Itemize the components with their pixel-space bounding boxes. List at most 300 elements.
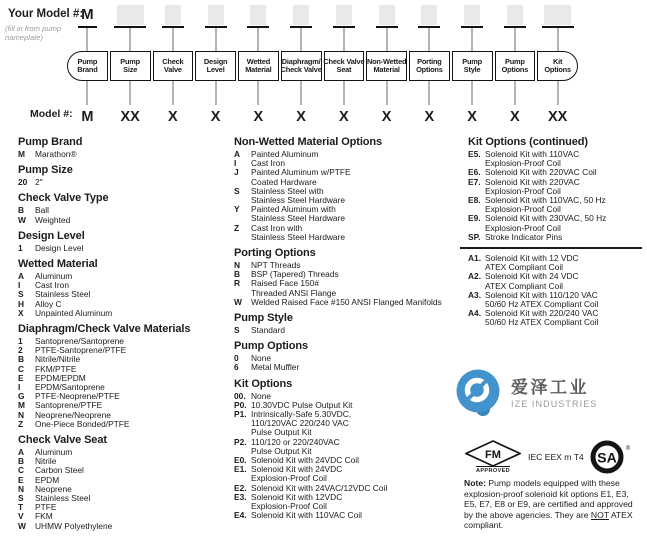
model-code-placeholder: XX — [120, 109, 140, 125]
option-row — [234, 438, 460, 456]
model-field-column-1 — [67, 3, 108, 127]
column-header-text: Kit — [552, 56, 563, 66]
fm-approved-label: APPROVED — [475, 467, 511, 474]
column-header-text: Check — [162, 56, 184, 66]
fill-in-note-line1: (fill in from pump — [5, 24, 62, 33]
option-code: N — [234, 260, 241, 271]
option-code: S — [18, 289, 24, 300]
option-code: H — [18, 298, 25, 309]
option-description — [485, 196, 644, 214]
option-row — [234, 511, 460, 520]
option-description — [485, 309, 644, 327]
option-line: Ball — [35, 205, 49, 216]
note-body-2: ATEX compliant. — [464, 509, 633, 531]
option-row — [234, 493, 460, 511]
connector-line — [257, 81, 259, 105]
model-code-placeholder: X — [210, 109, 221, 125]
option-row — [468, 233, 644, 242]
blank-fill-box — [507, 5, 523, 25]
option-line: Cast Iron with — [251, 222, 303, 233]
option-line: Threaded ANSI Flange — [251, 287, 337, 298]
option-line: Nitrile — [35, 456, 57, 467]
option-description — [251, 465, 460, 483]
option-line: Solenoid Kit with 110VAC Coil — [251, 510, 362, 521]
option-code: M — [18, 149, 25, 159]
model-code-placeholder: XX — [547, 109, 568, 125]
connector-line — [215, 81, 217, 105]
option-line: Unpainted Aluminum — [35, 307, 113, 318]
option-code: A — [18, 447, 25, 458]
model-fill-slot — [452, 3, 493, 28]
option-description — [251, 205, 460, 223]
option-code: N — [18, 483, 25, 494]
option-line: PTFE — [35, 502, 57, 513]
option-line: One-Piece Bonded/PTFE — [35, 418, 130, 429]
option-line: Alloy C — [35, 298, 62, 309]
option-code: I — [234, 158, 237, 169]
option-row — [18, 216, 230, 225]
connector-line — [386, 28, 388, 51]
column-header-text: Options — [501, 65, 529, 74]
option-description — [485, 150, 644, 168]
option-line: 10.30VDC Pulse Output Kit — [251, 399, 353, 410]
option-code: 20 — [18, 177, 28, 188]
section-title: Kit Options — [234, 377, 293, 390]
option-line: Painted Aluminum — [251, 149, 319, 159]
option-code: E5. — [468, 149, 481, 159]
option-description — [35, 290, 230, 299]
option-line: Carbon Steel — [35, 465, 84, 476]
connector-line — [343, 28, 345, 51]
blank-fill-box — [544, 5, 571, 25]
option-description — [35, 466, 230, 475]
option-line: Stainless Steel — [35, 289, 91, 300]
section-divider — [460, 247, 642, 249]
option-code: B — [234, 269, 241, 280]
option-line: Solenoid Kit with 12 VDC — [485, 253, 579, 264]
option-row — [468, 214, 644, 232]
option-line: Cast Iron — [35, 280, 69, 291]
option-code: 0 — [234, 353, 239, 364]
option-code: S — [234, 185, 240, 196]
option-description — [35, 494, 230, 503]
ize-logo-text — [511, 378, 597, 409]
option-code: A4. — [468, 308, 482, 319]
option-line: Solenoid Kit with 12VDC — [251, 491, 343, 502]
option-row — [18, 178, 230, 187]
option-line: Coated Hardware — [251, 176, 317, 187]
column-header-text: Diaphragm/ — [281, 56, 321, 66]
model-field-column-9 — [409, 3, 450, 127]
csa-mark — [590, 438, 630, 476]
blank-fill-box — [379, 5, 395, 25]
fm-approved-mark — [464, 440, 522, 474]
option-description — [35, 420, 230, 429]
option-row — [234, 168, 460, 186]
column-header-text: Pump — [77, 56, 98, 66]
option-row — [18, 420, 230, 429]
option-code: C — [18, 465, 25, 476]
option-row — [468, 178, 644, 196]
option-line: None — [251, 390, 272, 401]
options-column-middle — [234, 136, 460, 521]
option-line: Stainless Steel Hardware — [251, 213, 346, 224]
model-field-column-11 — [495, 3, 536, 127]
option-line: BSP (Tapered) Threads — [251, 269, 339, 280]
model-field-column-12 — [537, 3, 578, 127]
model-fill-slot — [495, 3, 536, 28]
column-header-cell — [110, 51, 151, 81]
option-code: E6. — [468, 167, 481, 178]
note-lead: Note: — [464, 478, 486, 488]
model-code-placeholder: X — [510, 109, 520, 125]
column-header-text: Level — [206, 65, 225, 74]
model-code-placeholder: X — [381, 109, 392, 125]
section-title: Design Level — [18, 229, 85, 242]
option-line: PTFE-Neoprene/PTFE — [35, 391, 120, 402]
model-fill-slot — [537, 3, 578, 28]
option-code: B — [18, 456, 25, 467]
option-description — [251, 326, 460, 335]
option-code: Z — [18, 418, 24, 429]
option-code: E — [18, 372, 24, 383]
column-header-text: Porting — [417, 56, 442, 66]
connector-line — [471, 28, 473, 51]
model-field-column-6 — [281, 3, 322, 127]
option-line: Cast Iron — [251, 158, 285, 169]
option-line: 110/120VAC 220/240 VAC — [251, 418, 349, 429]
option-line: Solenoid Kit with 24VAC/12VDC Coil — [251, 482, 388, 493]
option-line: 50/60 Hz ATEX Compliant Coil — [485, 299, 599, 310]
option-line: Solenoid Kit with 110VAC — [485, 149, 580, 159]
column-header-text: Options — [416, 65, 443, 74]
option-line: Stainless Steel — [35, 493, 91, 504]
option-line: Intrinsically-Safe 5.30VDC, — [251, 409, 352, 420]
option-line: Santoprene/Santoprene — [35, 336, 124, 347]
option-line: Painted Aluminum with — [251, 204, 336, 215]
option-description — [251, 279, 460, 297]
option-line: Solenoid Kit with 24 VDC — [485, 271, 579, 282]
prefilled-model-letter: M — [81, 6, 94, 23]
blank-fill-box — [250, 5, 266, 25]
option-line: 50/60 Hz ATEX Compliant Coil — [485, 317, 599, 328]
column-header-text: Valve — [163, 65, 182, 74]
option-code: 1 — [18, 336, 23, 347]
option-description — [35, 150, 230, 159]
section-title: Porting Options — [234, 247, 316, 260]
option-row — [234, 298, 460, 307]
option-description — [251, 493, 460, 511]
model-field-column-3 — [153, 3, 194, 127]
option-row — [18, 522, 230, 531]
option-code: I — [18, 280, 21, 291]
option-line: Aluminum — [35, 447, 73, 458]
option-line: Explosion-Proof Coil — [251, 501, 327, 512]
certification-note — [464, 478, 643, 531]
connector-line — [557, 81, 559, 105]
blank-fill-box — [464, 5, 480, 25]
note-body-1: Pump models equipped with these explosion-proof solenoid kit options E1, E3, E5, E7, E8 or E9, are certified and approved by the above agencies. They are — [464, 478, 633, 520]
option-code: W — [234, 296, 242, 307]
option-code: R — [234, 278, 241, 289]
option-line: Solenoid Kit with 220VAC — [485, 176, 580, 187]
connector-line — [215, 28, 217, 51]
option-code: E2. — [234, 482, 247, 493]
option-description — [35, 522, 230, 531]
option-code: M — [18, 400, 25, 411]
option-line: Santoprene/PTFE — [35, 400, 103, 411]
ize-logo-chinese-text: 爱泽工业 — [511, 377, 589, 397]
option-row — [468, 150, 644, 168]
model-code-placeholder: X — [168, 109, 178, 125]
model-field-column-2 — [110, 3, 151, 127]
options-column-left — [18, 136, 230, 531]
option-code: B — [18, 354, 25, 365]
connector-line — [428, 81, 430, 105]
option-code: W — [18, 520, 26, 531]
fm-diamond-icon — [465, 440, 521, 467]
option-code: 00. — [234, 390, 246, 401]
section-title: Pump Style — [234, 312, 293, 325]
option-code: SP. — [468, 231, 481, 242]
option-code: E8. — [468, 195, 481, 206]
column-header-text: Seat — [336, 65, 352, 74]
model-field-column-4 — [195, 3, 236, 127]
option-line: Welded Raised Face #150 ANSI Flanged Manifolds — [251, 296, 442, 307]
option-line: UHMW Polyethylene — [35, 520, 113, 531]
option-code: N — [18, 409, 25, 420]
option-description — [251, 168, 460, 186]
option-line: PTFE-Santoprene/PTFE — [35, 345, 127, 356]
ize-logo-icon — [456, 369, 502, 417]
blank-fill-box — [293, 5, 309, 25]
option-description — [251, 410, 460, 438]
option-code: E7. — [468, 176, 481, 187]
option-line: Solenoid Kit with 220VAC Coil — [485, 167, 597, 178]
column-header-text: Material — [373, 65, 400, 74]
option-code: P1. — [234, 409, 247, 420]
column-header-text: Pump — [462, 56, 482, 66]
option-code: E1. — [234, 464, 247, 475]
connector-line — [471, 81, 473, 105]
model-field-column-5 — [238, 3, 279, 127]
option-line: Explosion-Proof Coil — [485, 204, 561, 215]
model-fill-slot — [409, 3, 450, 28]
column-header-cell — [281, 51, 322, 81]
option-code: P2. — [234, 436, 247, 447]
column-header-text: Check Valve — [323, 56, 365, 66]
option-description — [485, 214, 644, 232]
option-description — [485, 233, 644, 242]
option-code: V — [18, 511, 24, 522]
option-row — [234, 410, 460, 438]
kit-options-continued-list — [468, 136, 644, 242]
option-description — [251, 187, 460, 205]
model-code-placeholder: X — [424, 109, 435, 125]
column-header-cell — [366, 51, 407, 81]
option-description — [485, 254, 644, 272]
option-code: E0. — [234, 455, 247, 466]
model-fill-slot — [110, 3, 151, 28]
option-line: Pulse Output Kit — [251, 427, 312, 438]
option-code: A2. — [468, 271, 482, 282]
column-header-text: Pump — [505, 56, 525, 66]
blank-fill-box — [421, 5, 437, 25]
column-header-text: Size — [123, 65, 138, 74]
csa-registered-symbol: ® — [625, 446, 631, 452]
connector-line — [386, 81, 388, 105]
option-code: A — [18, 271, 25, 282]
option-row — [468, 309, 644, 327]
option-line: Solenoid Kit with 230VAC, 50 Hz — [485, 213, 607, 224]
option-code: W — [18, 214, 26, 225]
connector-line — [129, 81, 131, 105]
model-fill-slot — [67, 3, 108, 28]
option-line: Solenoid Kit with 24VDC Coil — [251, 455, 359, 466]
option-code: Y — [234, 204, 240, 215]
option-code: E3. — [234, 491, 247, 502]
option-row — [468, 291, 644, 309]
ize-industries-logo — [456, 369, 597, 417]
model-code-placeholder: X — [467, 109, 477, 125]
option-code: A1. — [468, 253, 482, 264]
option-line: Solenoid Kit with 110VAC, 50 Hz — [485, 195, 606, 206]
model-code-placeholder: X — [253, 109, 264, 125]
option-row — [468, 254, 644, 272]
connector-line — [172, 81, 174, 105]
connector-line — [86, 28, 88, 51]
option-line: ATEX Compliant Coil — [485, 262, 564, 273]
atex-kit-options-list — [468, 254, 644, 328]
column-header-text: Pump — [120, 56, 140, 66]
option-line: Explosion-Proof Coil — [485, 185, 561, 196]
section-title: Non-Wetted Material Options — [234, 136, 383, 148]
connector-line — [257, 28, 259, 51]
option-row — [234, 205, 460, 223]
option-line: Pulse Output Kit — [251, 445, 312, 456]
option-row — [234, 224, 460, 242]
option-code: 2 — [18, 345, 23, 356]
model-number-diagram — [67, 3, 578, 127]
option-line: None — [251, 353, 272, 364]
column-header-cell — [238, 51, 279, 81]
option-line: Design Level — [35, 242, 84, 253]
section-title: Kit Options (continued) — [468, 136, 588, 148]
column-header-text: Design — [203, 56, 228, 66]
column-header-text: Options — [544, 65, 571, 74]
column-header-text: Non-Wetted — [366, 56, 407, 66]
blank-fill-box — [208, 5, 224, 25]
option-description — [251, 438, 460, 456]
model-fill-slot — [324, 3, 365, 28]
option-code: C — [18, 363, 25, 374]
column-header-text: Style — [463, 65, 481, 74]
section-title: Pump Options — [234, 340, 308, 353]
option-line: EPDM — [35, 474, 60, 485]
option-row — [234, 326, 460, 335]
connector-line — [172, 28, 174, 51]
model-fill-slot — [153, 3, 194, 28]
section-title: Diaphragm/Check Valve Materials — [18, 323, 191, 336]
option-code: S — [18, 493, 24, 504]
option-row — [234, 465, 460, 483]
connector-line — [557, 28, 559, 51]
note-not-underlined: NOT — [590, 509, 609, 520]
option-line: Solenoid Kit with 24VDC — [251, 464, 343, 475]
option-code: A — [234, 149, 241, 159]
connector-line — [300, 81, 302, 105]
column-header-cell — [153, 51, 194, 81]
model-field-column-10 — [452, 3, 493, 127]
connector-line — [343, 81, 345, 105]
model-fill-slot — [238, 3, 279, 28]
iec-rating-text: IEC EEX m T4 — [528, 452, 584, 462]
fm-label: FM — [485, 449, 501, 462]
option-line: NPT Threads — [251, 260, 301, 271]
ize-logo-english-text: IZE INDUSTRIES — [511, 398, 598, 409]
your-model-label: Your Model #: — [8, 8, 84, 20]
options-column-right — [468, 136, 644, 328]
option-line: EPDM/EPDM — [35, 372, 86, 383]
option-code: P0. — [234, 399, 247, 410]
option-description — [35, 309, 230, 318]
option-row — [468, 196, 644, 214]
option-line: Standard — [251, 325, 285, 336]
option-row — [234, 279, 460, 297]
option-row — [18, 150, 230, 159]
option-line: Metal Muffler — [251, 362, 300, 373]
option-line: FKM/PTFE — [35, 363, 77, 374]
model-code-placeholder: X — [339, 109, 349, 125]
option-line: 2" — [35, 177, 43, 188]
option-line: ATEX Compliant Coil — [485, 280, 564, 291]
option-line: Neoprene — [35, 483, 72, 494]
model-number-row-label: Model #: — [30, 108, 73, 120]
option-description — [251, 511, 460, 520]
column-header-text: Material — [245, 65, 272, 74]
option-code: T — [18, 502, 24, 513]
option-line: Painted Aluminum w/PTFE — [251, 167, 351, 178]
fill-in-note — [5, 24, 61, 42]
column-header-cell — [409, 51, 450, 81]
option-code: B — [18, 205, 25, 216]
option-row — [468, 272, 644, 290]
column-header-cell — [67, 51, 108, 81]
option-line: Nitrile/Nitrile — [35, 354, 81, 365]
option-line: Weighted — [35, 214, 71, 225]
connector-line — [300, 28, 302, 51]
option-description — [485, 178, 644, 196]
option-line: FKM — [35, 511, 53, 522]
option-line: Solenoid Kit with 110/120 VAC — [485, 289, 598, 300]
column-header-text: Brand — [77, 65, 98, 74]
option-line: Stainless Steel Hardware — [251, 195, 346, 206]
option-description — [35, 244, 230, 253]
option-description — [35, 448, 230, 457]
option-code: J — [234, 167, 239, 178]
option-description — [35, 503, 230, 512]
column-header-cell — [452, 51, 493, 81]
certification-marks — [464, 438, 644, 476]
option-description — [35, 178, 230, 187]
option-code: Z — [234, 222, 240, 233]
option-line: Explosion-Proof Coil — [251, 473, 327, 484]
option-code: X — [18, 307, 24, 318]
column-header-text: Check Valve — [280, 65, 322, 74]
model-field-column-8 — [366, 3, 407, 127]
option-code: A3. — [468, 289, 482, 300]
option-line: Explosion-Proof Coil — [485, 158, 561, 169]
